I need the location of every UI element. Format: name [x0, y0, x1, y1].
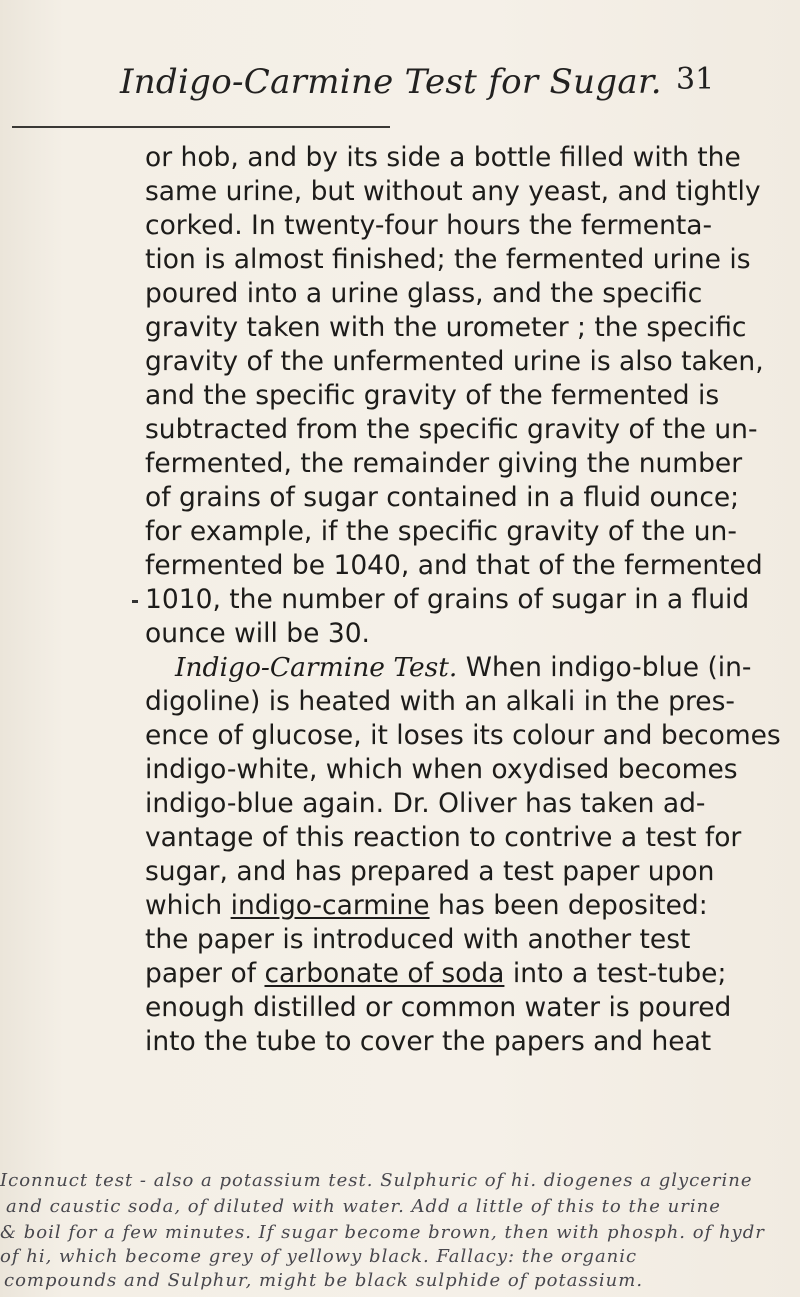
text-line: ence of glucose, it loses its colour and becomes: [145, 720, 781, 751]
text-line: for example, if the specific gravity of the un-: [145, 516, 737, 547]
text-line: indigo-blue again. Dr. Oliver has taken ad-: [145, 788, 706, 819]
text-line: fermented be 1040, and that of the fermented: [145, 550, 763, 581]
handwritten-line: & boil for a few minutes. If sugar become brown, then with phosph. of hydr: [0, 1222, 765, 1243]
text-line: gravity taken with the urometer ; the specific: [145, 312, 747, 343]
text-span: which: [145, 890, 231, 921]
text-line: of grains of sugar contained in a fluid ounce;: [145, 482, 740, 513]
text-line: indigo-white, which when oxydised becomes: [145, 754, 738, 785]
text-line: and the specific gravity of the fermented is: [145, 380, 720, 411]
handwritten-line: Iconnuct test - also a potassium test. Sulphuric of hi. diogenes a glycerine: [0, 1170, 753, 1191]
text-line: 1010, the number of grains of sugar in a fluid: [145, 584, 750, 615]
underlined-term: carbonate of soda: [264, 958, 505, 989]
text-line: ounce will be 30.: [145, 618, 370, 649]
text-line: same urine, but without any yeast, and tightly: [145, 176, 761, 207]
section-line: [175, 650, 752, 686]
text-line: sugar, and has prepared a test paper upon: [145, 856, 715, 887]
text-line: poured into a urine glass, and the specific: [145, 278, 703, 309]
text-line: [145, 888, 708, 924]
text-line: vantage of this reaction to contrive a test for: [145, 822, 742, 853]
handwritten-line: compounds and Sulphur, might be black sulphide of potassium.: [4, 1270, 644, 1291]
running-head: [120, 62, 740, 122]
text-line: subtracted from the specific gravity of the un-: [145, 414, 758, 445]
header-rule: [12, 126, 390, 128]
text-line: or hob, and by its side a bottle filled with the: [145, 142, 741, 173]
handwritten-line: and caustic soda, of diluted with water. Add a little of this to the urine: [6, 1196, 721, 1217]
section-heading: Indigo-Carmine Test.: [175, 652, 458, 683]
text-span: into a test-tube;: [504, 958, 727, 989]
text-line: enough distilled or common water is poured: [145, 992, 732, 1023]
text-line: the paper is introduced with another test: [145, 924, 691, 955]
section-text: When indigo-blue (in-: [465, 652, 752, 683]
text-line: digoline) is heated with an alkali in the pres-: [145, 686, 735, 717]
page-number: 31: [676, 62, 715, 97]
running-title: Indigo-Carmine Test for Sugar.: [120, 62, 662, 102]
handwritten-note: [0, 1168, 800, 1297]
margin-mark: [132, 600, 138, 603]
text-span: paper of: [145, 958, 265, 989]
handwritten-line: of hi, which become grey of yellowy black. Fallacy: the organic: [0, 1246, 638, 1267]
text-line: [145, 956, 726, 992]
underlined-term: indigo-carmine: [230, 890, 430, 921]
text-line: into the tube to cover the papers and heat: [145, 1026, 712, 1057]
text-line: gravity of the unfermented urine is also taken,: [145, 346, 764, 377]
text-line: fermented, the remainder giving the number: [145, 448, 743, 479]
text-line: corked. In twenty-four hours the fermenta-: [145, 210, 713, 241]
text-span: has been deposited:: [429, 890, 708, 921]
text-line: tion is almost finished; the fermented urine is: [145, 244, 751, 275]
